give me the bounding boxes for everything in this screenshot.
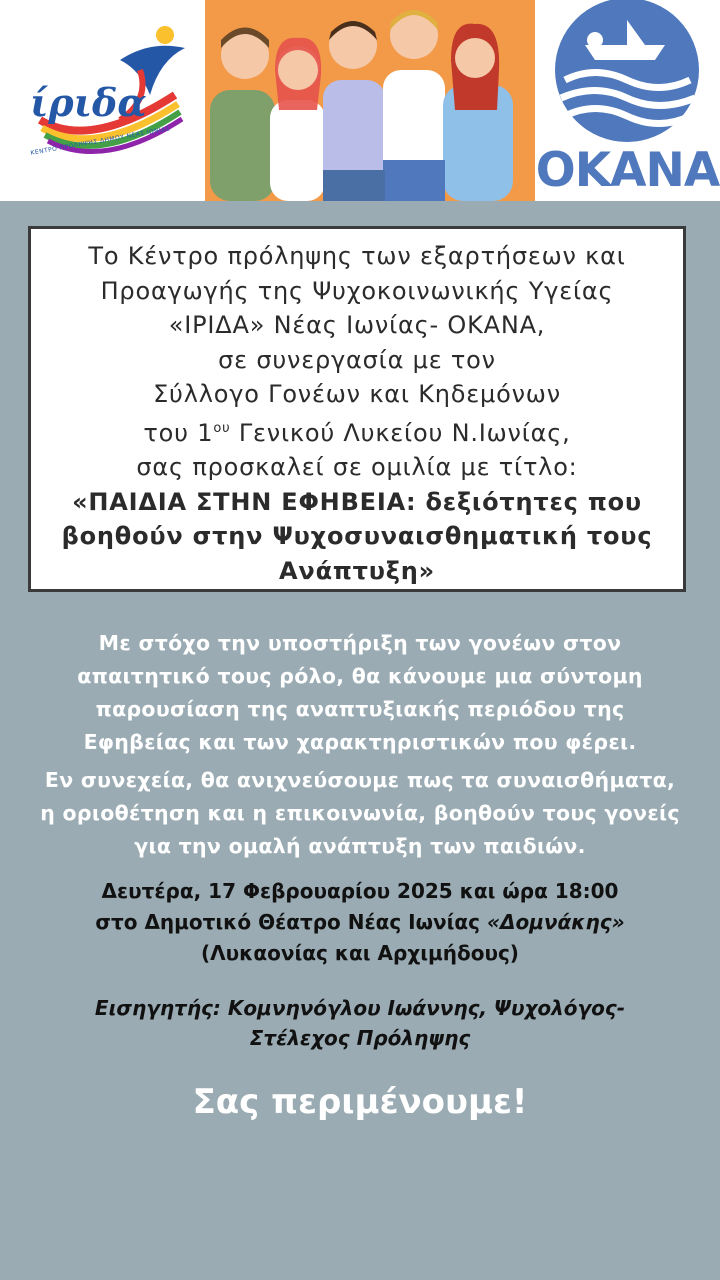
teens-illustration-graphic xyxy=(205,0,535,201)
description-paragraph-2 xyxy=(30,764,690,863)
irida-logo-wordmark: ίριδα xyxy=(30,80,147,125)
header-banner xyxy=(0,0,720,201)
irida-logo-subtitle: ΚΕΝΤΡΟ ΠΡΟΛΗΨΗΣ ΔΗΜΟΥ ΝΕΑΣ ΙΩΝΙΑΣ xyxy=(30,125,171,157)
intro-line-3: «ΙΡΙΔΑ» Νέας Ιωνίας- ΟΚΑΝΑ, xyxy=(168,311,546,339)
intro-line-6-pre: του 1 xyxy=(143,418,214,447)
description-line: η οριοθέτηση και η επικοινωνία, βοηθούν τους γονείς xyxy=(40,801,680,825)
event-details xyxy=(20,876,700,969)
event-address: (Λυκαονίας και Αρχιμήδους) xyxy=(201,941,519,965)
description-paragraph-1 xyxy=(30,627,690,759)
description-line: για την ομαλή ανάπτυξη των παιδιών. xyxy=(134,834,586,858)
event-datetime: Δευτέρα, 17 Φεβρουαρίου 2025 και ώρα 18:00 xyxy=(101,879,619,903)
intro-line-6 xyxy=(31,412,683,451)
irida-logo xyxy=(0,0,205,201)
intro-line-2: Προαγωγής της Ψυχοκοινωνικής Υγείας xyxy=(100,276,614,305)
speaker-line-2: Στέλεχος Πρόληψης xyxy=(249,1026,471,1050)
description-line: Εν συνεχεία, θα ανιχνεύσουμε πως τα συναισθήματα, xyxy=(44,768,676,792)
description-line: απαιτητικό τους ρόλο, θα κάνουμε μια σύντομη xyxy=(77,664,643,688)
okana-logo xyxy=(535,0,720,201)
description-line: Με στόχο την υποστήριξη των γονέων στον xyxy=(98,631,622,655)
intro-line-5: Σύλλογο Γονέων και Κηδεμόνων xyxy=(153,380,561,408)
event-venue-name: «Δομνάκης» xyxy=(486,910,625,934)
intro-line-6-sup: ου xyxy=(213,420,231,436)
intro-line-4: σε συνεργασία με τον xyxy=(218,345,496,374)
speaker-info xyxy=(20,993,700,1053)
intro-line-6-post: Γενικού Λυκείου Ν.Ιωνίας, xyxy=(230,418,571,447)
okana-logo-wordmark: OKANA xyxy=(535,143,720,198)
speaker-line-1: Εισηγητής: Κομνηνόγλου Ιωάννης, Ψυχολόγος- xyxy=(94,996,626,1020)
description-line: Εφηβείας και των χαρακτηριστικών που φέρει. xyxy=(83,730,637,754)
closing-message: Σας περιμένουμε! xyxy=(192,1082,528,1122)
event-venue-prefix: στο Δημοτικό Θέατρο Νέας Ιωνίας xyxy=(95,910,487,934)
description-line: παρουσίαση της αναπτυξιακής περιόδου της xyxy=(95,697,625,721)
invitation-box xyxy=(28,226,686,592)
teens-illustration xyxy=(205,0,535,201)
event-venue xyxy=(20,907,700,938)
talk-title-line-1: «ΠΑΙΔΙΑ ΣΤΗΝ ΕΦΗΒΕΙΑ: δεξιότητες που xyxy=(72,487,642,516)
talk-title-line-2: βοηθούν στην Ψυχοσυναισθηματική τους xyxy=(61,522,653,550)
talk-title-line-3: Ανάπτυξη» xyxy=(279,556,435,585)
intro-line-1: Το Κέντρο πρόληψης των εξαρτήσεων και xyxy=(88,242,626,270)
intro-line-7: σας προσκαλεί σε ομιλία με τίτλο: xyxy=(136,453,578,481)
